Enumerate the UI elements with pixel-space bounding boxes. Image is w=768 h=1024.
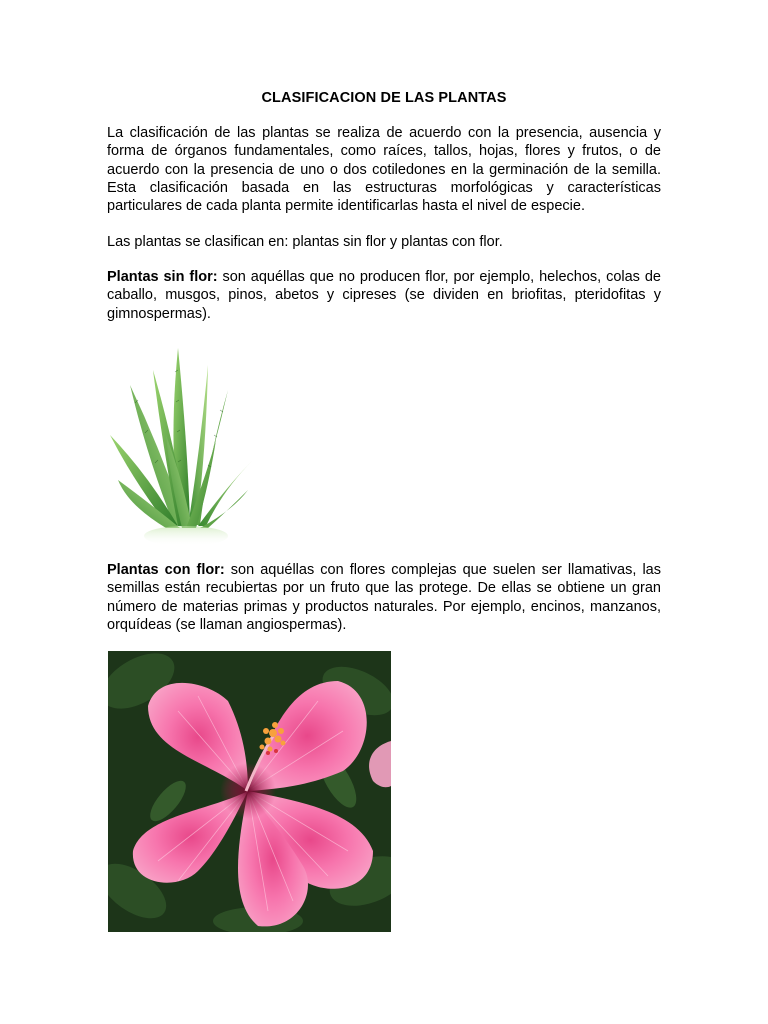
- plantas-sin-flor-text: son aquéllas que no producen flor, por ejemplo, helechos, colas de caballo, musgos, pinos, abetos y cipreses (se dividen en briofitas, pteridofitas y gimnospermas).: [107, 269, 661, 322]
- classification-paragraph: Las plantas se clasifican en: plantas sin flor y plantas con flor.: [107, 234, 503, 250]
- aloe-plant-image: [108, 340, 258, 548]
- hibiscus-flower-image: [108, 651, 391, 932]
- plantas-con-flor-paragraph: [107, 561, 661, 634]
- plantas-sin-flor-paragraph: [107, 268, 661, 323]
- intro-paragraph: La clasificación de las plantas se realiza de acuerdo con la presencia, ausencia y forma de órganos fundamentales, como raíces, tallos, hojas, flores y frutos, o de acuerdo con la presencia de uno o dos cotiledones en la germinación de la semilla. Esta clasificación basada en las estructuras morfológicas y características particulares de cada planta permite identificarlas hasta el nivel de especie.: [107, 125, 661, 215]
- plantas-sin-flor-label: Plantas sin flor:: [107, 269, 218, 285]
- plantas-con-flor-label: Plantas con flor:: [107, 562, 225, 578]
- document-title: CLASIFICACION DE LAS PLANTAS: [261, 90, 507, 106]
- plantas-con-flor-text: son aquéllas con flores complejas que suelen ser llamativas, las semillas están recubiertas por un fruto que las protege. De ellas se obtiene un gran número de materias primas y productos naturales. Por ejemplo, encinos, manzanos, orquídeas (se llaman angiospermas).: [107, 562, 661, 633]
